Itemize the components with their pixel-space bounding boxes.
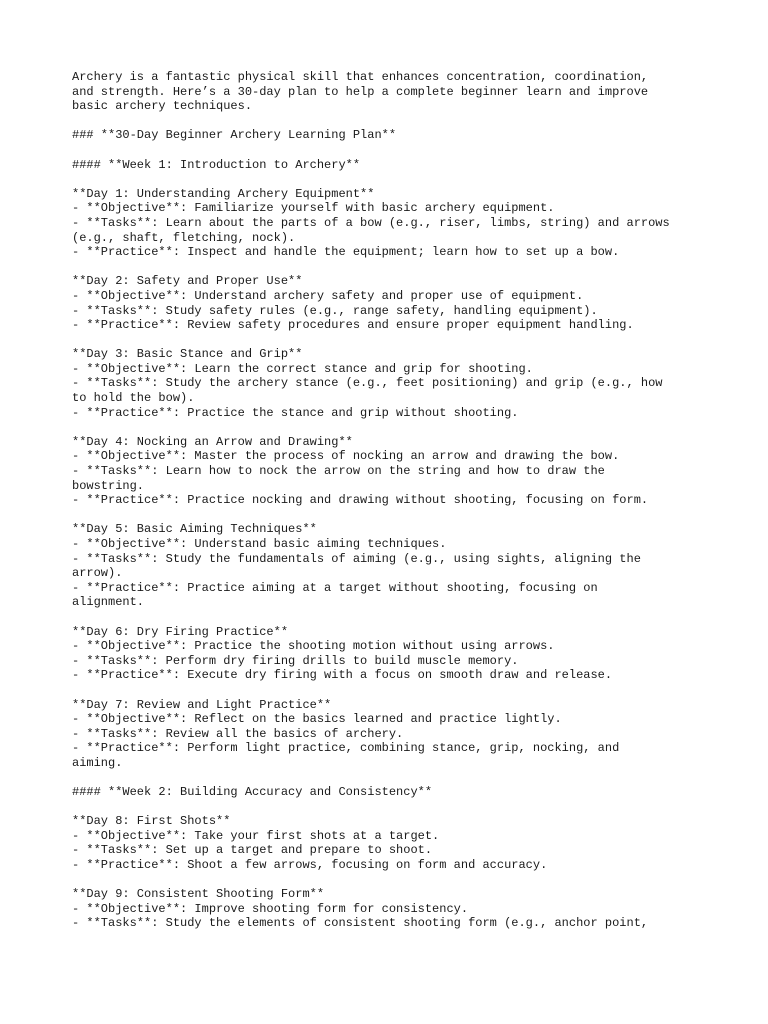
blank-line [72,260,732,275]
text-line: - **Objective**: Familiarize yourself with basic archery equipment. [72,201,555,216]
text-line: - **Tasks**: Study safety rules (e.g., range safety, handling equipment). [72,303,598,318]
text-line: - **Practice**: Practice the stance and grip without shooting. [72,405,519,420]
text-line: - **Tasks**: Learn about the parts of a bow (e.g., riser, limbs, string) and arrows [72,215,670,230]
text-line: - **Practice**: Perform light practice, combining stance, grip, nocking, and [72,741,620,756]
text-line: - **Objective**: Practice the shooting motion without using arrows. [72,639,555,654]
text-line: ### **30-Day Beginner Archery Learning Plan** [72,128,397,143]
blank-line [72,800,732,815]
text-line: - **Objective**: Reflect on the basics learned and practice lightly. [72,712,562,727]
text-line: and strength. Here’s a 30-day plan to help a complete beginner learn and improve [72,84,649,99]
blank-line [72,143,732,158]
blank-line [72,333,732,348]
text-line: - **Tasks**: Learn how to nock the arrow on the string and how to draw the [72,464,605,479]
text-line: **Day 2: Safety and Proper Use** [72,274,303,289]
text-line: - **Objective**: Take your first shots at a target. [72,828,440,843]
text-line: - **Tasks**: Set up a target and prepare to shoot. [72,843,433,858]
blank-line [72,610,732,625]
text-line: - **Objective**: Understand basic aiming techniques. [72,537,447,551]
text-line: **Day 5: Basic Aiming Techniques** [72,522,317,537]
text-line: **Day 8: First Shots** [72,814,231,829]
text-line: - **Objective**: Understand archery safety and proper use of equipment. [72,288,584,303]
text-line: **Day 7: Review and Light Practice** [72,697,332,712]
blank-line [72,172,732,187]
text-line: #### **Week 1: Introduction to Archery** [72,157,361,172]
text-line: arrow). [72,566,123,581]
text-line: - **Tasks**: Study the archery stance (e.g., feet positioning) and grip (e.g., how [72,376,663,391]
text-line: - **Practice**: Practice nocking and drawing without shooting, focusing on form. [72,493,649,508]
text-line: (e.g., shaft, fletching, nock). [72,230,296,245]
text-line: bowstring. [72,478,145,493]
text-line: alignment. [72,595,145,610]
blank-line [72,114,732,129]
text-line: aiming. [72,755,123,770]
text-line: - **Practice**: Execute dry firing with a focus on smooth draw and release. [72,668,613,683]
blank-line [72,771,732,786]
text-line: - **Tasks**: Study the elements of consistent shooting form (e.g., anchor point, [72,916,649,931]
text-line: - **Objective**: Learn the correct stance and grip for shooting. [72,361,533,376]
blank-line [72,683,732,698]
text-line: - **Tasks**: Study the fundamentals of aiming (e.g., using sights, aligning the [72,551,641,566]
text-line: - **Practice**: Review safety procedures and ensure proper equipment handling. [72,318,634,333]
blank-line [72,873,732,888]
text-line: - **Practice**: Inspect and handle the equipment; learn how to set up a bow. [72,245,620,260]
text-line: **Day 6: Dry Firing Practice** [72,624,289,639]
blank-line [72,420,732,435]
text-line: - **Objective**: Master the process of nocking an arrow and drawing the bow. [72,449,620,464]
blank-line [72,508,732,523]
document-body [72,70,732,931]
text-line: **Day 4: Nocking an Arrow and Drawing** [72,434,353,449]
text-line: #### **Week 2: Building Accuracy and Consistency** [72,785,433,800]
text-line: - **Objective**: Improve shooting form for consistency. [72,901,469,916]
text-line: **Day 9: Consistent Shooting Form** [72,887,325,902]
text-line: - **Practice**: Practice aiming at a target without shooting, focusing on [72,580,598,595]
text-line: **Day 3: Basic Stance and Grip** [72,347,303,362]
text-line: Archery is a fantastic physical skill that enhances concentration, coordination, [72,70,649,84]
text-line: - **Tasks**: Perform dry firing drills to build muscle memory. [72,653,519,668]
text-line: - **Practice**: Shoot a few arrows, focusing on form and accuracy. [72,858,548,873]
text-line: **Day 1: Understanding Archery Equipment** [72,186,375,201]
text-line: to hold the bow). [72,391,195,406]
text-line: basic archery techniques. [72,99,253,114]
text-line: - **Tasks**: Review all the basics of archery. [72,726,404,741]
